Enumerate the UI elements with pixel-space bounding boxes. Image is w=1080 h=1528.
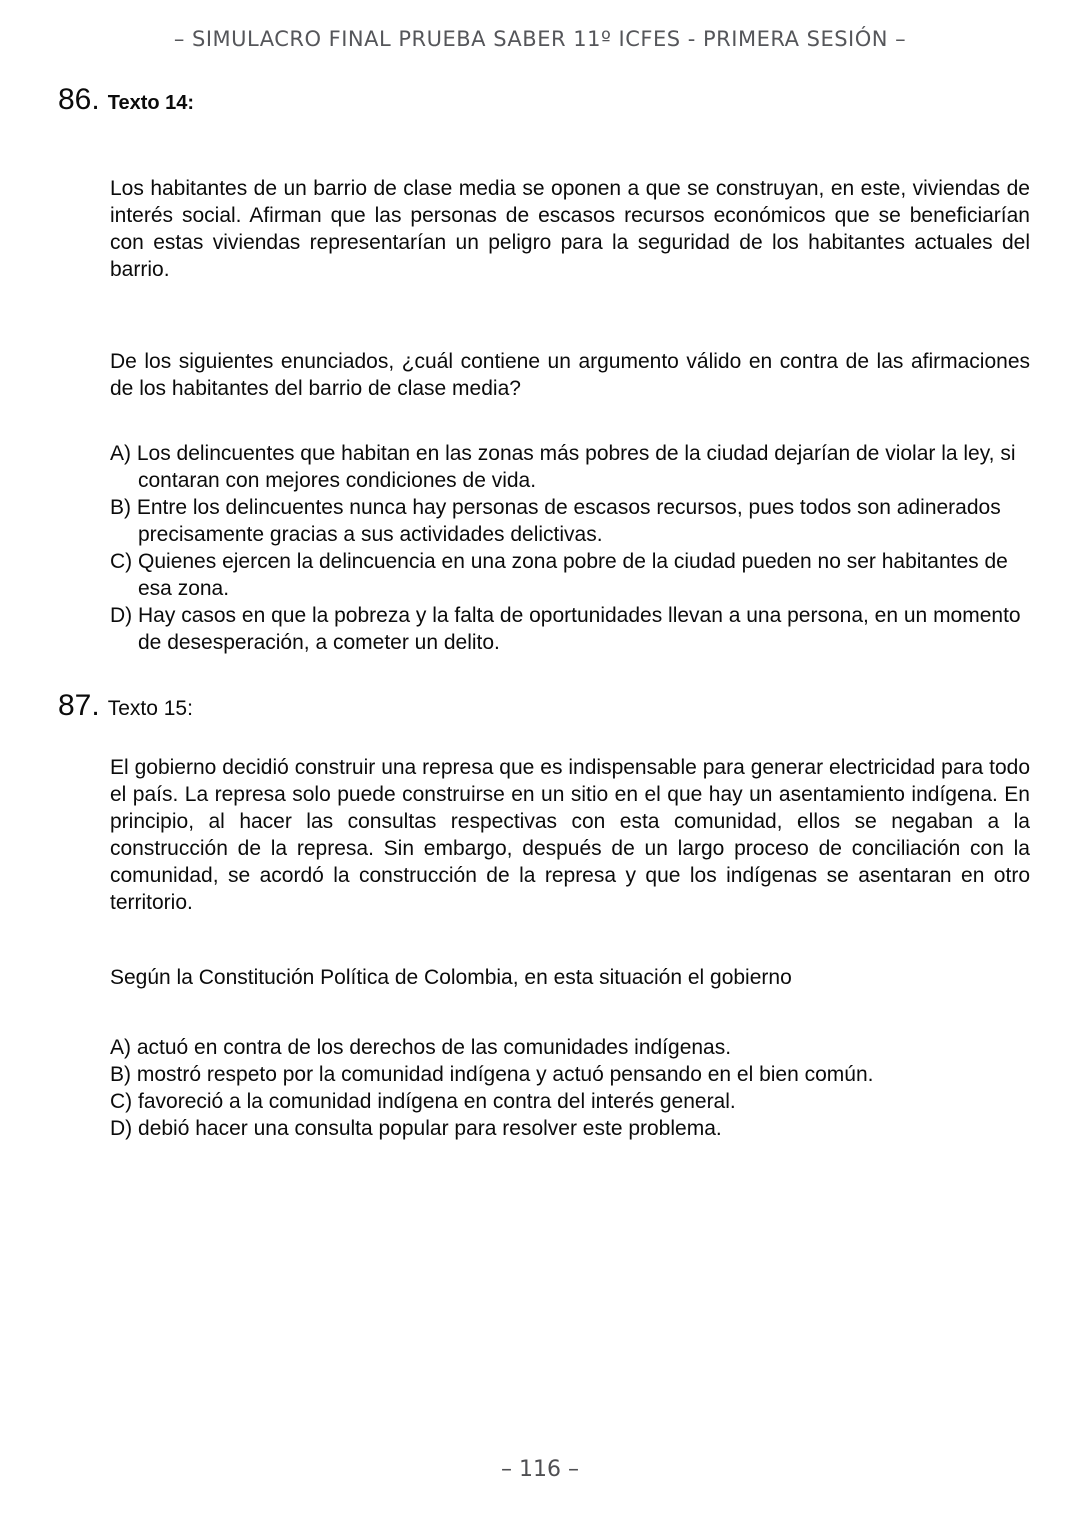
header-title: – SIMULACRO FINAL PRUEBA SABER 11º ICFES - PRIMERA SESIÓN –: [173, 27, 907, 51]
option-letter: D): [110, 1117, 133, 1140]
question-passage: Los habitantes de un barrio de clase media se oponen a que se construyan, en este, viviendas de interés social. Afirman que las personas de escasos recursos económicos que se beneficiarían con estas viviendas representarían un peligro para la seguridad de los habitantes actuales del barrio.: [110, 177, 1030, 281]
question-heading: [58, 82, 1080, 121]
question-number: 87.: [58, 689, 100, 722]
option-b: [110, 494, 1030, 548]
option-letter: A): [110, 1036, 131, 1059]
option-text: Los delincuentes que habitan en las zonas más pobres de la ciudad dejarían de violar la ley, si contaran con mejores condiciones de vida.: [136, 442, 1016, 492]
options-list: [110, 1034, 1030, 1142]
page-number: – 116 –: [501, 1457, 579, 1482]
option-letter: D): [110, 604, 133, 627]
option-letter: B): [110, 1063, 131, 1086]
option-c: [110, 548, 1030, 602]
option-letter: C): [110, 550, 133, 573]
option-d: [110, 1115, 1030, 1142]
option-text: actuó en contra de los derechos de las comunidades indígenas.: [136, 1036, 732, 1059]
question-number: 86.: [58, 83, 100, 116]
option-text: Quienes ejercen la delincuencia en una zona pobre de la ciudad pueden no ser habitantes de esa zona.: [138, 550, 1008, 600]
question-prompt: Según la Constitución Política de Colombia, en esta situación el gobierno: [110, 966, 792, 989]
question-86: [0, 82, 1080, 656]
option-a: [110, 440, 1030, 494]
page-header: [0, 0, 1080, 52]
question-label: Texto 15:: [107, 697, 193, 720]
option-letter: B): [110, 496, 131, 519]
page-footer: [0, 1457, 1080, 1482]
question-label: Texto 14:: [107, 92, 195, 114]
option-text: Hay casos en que la pobreza y la falta de oportunidades llevan a una persona, en un momento de desesperación, a cometer un delito.: [138, 604, 1021, 654]
options-list: [110, 440, 1030, 656]
option-text: favoreció a la comunidad indígena en contra del interés general.: [138, 1090, 736, 1113]
option-letter: C): [110, 1090, 133, 1113]
option-text: debió hacer una consulta popular para resolver este problema.: [138, 1117, 722, 1140]
option-letter: A): [110, 442, 131, 465]
option-d: [110, 602, 1030, 656]
option-a: [110, 1034, 1030, 1061]
option-text: Entre los delincuentes nunca hay personas de escasos recursos, pues todos son adinerados precisamente gracias a sus actividades delictivas.: [136, 496, 1001, 546]
question-passage: El gobierno decidió construir una represa que es indispensable para generar electricidad para todo el país. La represa solo puede construirse en un sitio en el que hay un asentamiento indígena. En principio, al hacer las consultas respectivas con esta comunidad, ellos se negaban a la construcción de la represa. Sin embargo, después de un largo proceso de conciliación con la comunidad, se acordó la construcción de la represa y que los indígenas se asentaran en otro territorio.: [110, 756, 1030, 914]
option-text: mostró respeto por la comunidad indígena y actuó pensando en el bien común.: [136, 1063, 874, 1086]
question-87: [0, 688, 1080, 1142]
question-prompt: De los siguientes enunciados, ¿cuál contiene un argumento válido en contra de las afirmaciones de los habitantes del barrio de clase media?: [110, 350, 1030, 400]
option-b: [110, 1061, 1030, 1088]
question-heading: [58, 688, 1080, 727]
option-c: [110, 1088, 1030, 1115]
